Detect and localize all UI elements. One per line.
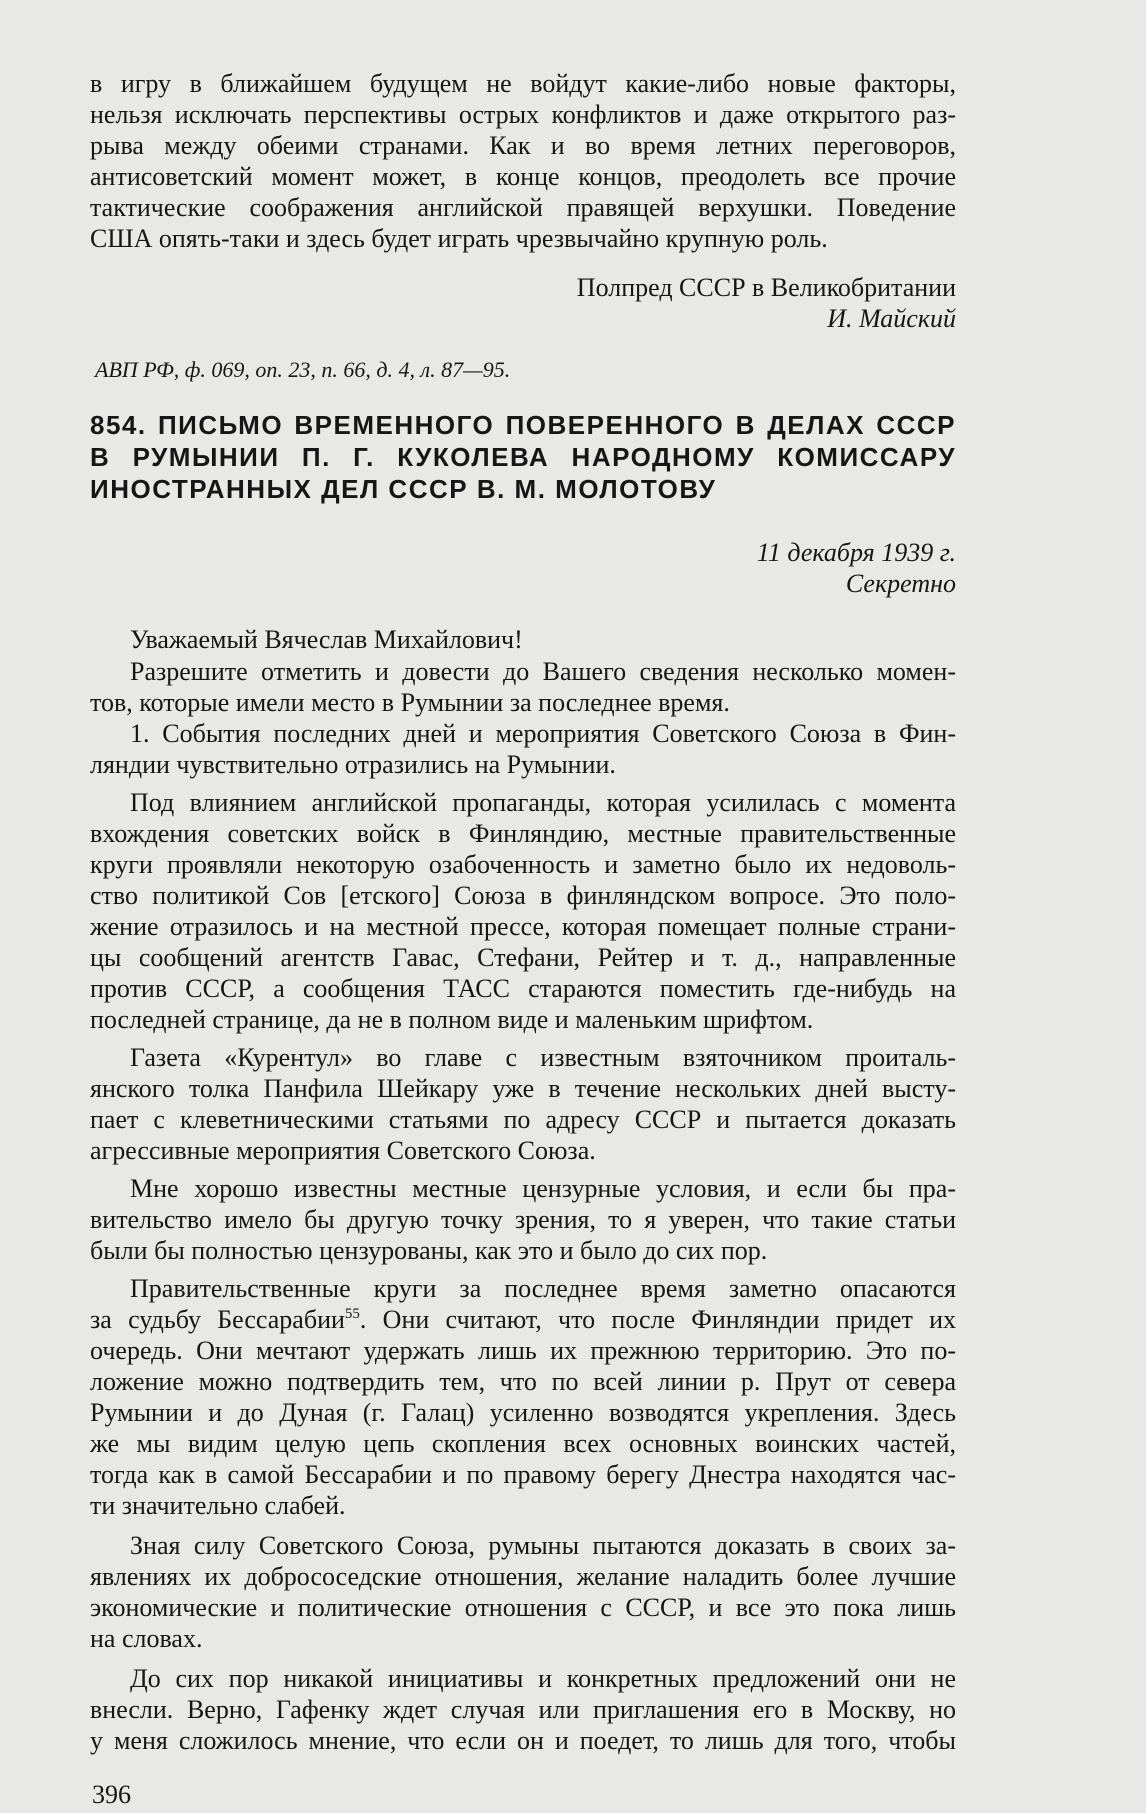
text-line: цы сообщений агентств Гавас, Стефани, Рейтер и т. д., направленные xyxy=(90,943,956,972)
text-segment: за судьбу Бессарабии xyxy=(90,1305,345,1334)
text-line: пает с клеветническими статьями по адресу СССР и пытается доказать xyxy=(90,1105,956,1134)
text-line: у меня сложилось мнение, что если он и поедет, то лишь для того, чтобы xyxy=(90,1726,956,1755)
text-line: тогда как в самой Бессарабии и по правому берегу Днестра находятся час- xyxy=(90,1460,956,1489)
text-line: были бы полностью цензурованы, как это и было до сих пор. xyxy=(90,1236,768,1265)
document-date: 11 декабря 1939 г. xyxy=(756,538,956,567)
previous-document-ending xyxy=(90,68,956,254)
salutation: Уважаемый Вячеслав Михайлович! xyxy=(130,625,523,654)
document-dateline xyxy=(90,537,956,599)
text-line: антисоветский момент может, в конце концов, преодолеть все прочие xyxy=(90,162,956,191)
paragraph xyxy=(90,1273,956,1521)
text-line: же мы видим целую цепь скопления всех основных воинских частей, xyxy=(90,1429,956,1458)
text-line xyxy=(90,1304,956,1335)
text-line: Румынии и до Дуная (г. Галац) усиленно возводятся укрепления. Здесь xyxy=(90,1398,956,1427)
text-line: очередь. Они мечтают удержать лишь их прежнюю территорию. Это по- xyxy=(90,1336,956,1365)
paragraph xyxy=(90,718,956,780)
text-line: круги проявляли некоторую озабоченность и заметно было их недоволь- xyxy=(90,850,956,879)
text-line: Под влиянием английской пропаганды, которая усилилась с момента xyxy=(130,788,956,817)
text-line: 1. События последних дней и мероприятия Советского Союза в Фин- xyxy=(130,719,956,748)
text-segment: . Они считают, что после Финляндии придет их xyxy=(359,1305,956,1334)
text-line: последней странице, да не в полном виде и маленьким шрифтом. xyxy=(90,1005,814,1034)
text-line: Зная силу Советского Союза, румыны пытаются доказать в своих за- xyxy=(130,1531,956,1560)
text-line: США опять-таки и здесь будет играть чрезвычайно крупную роль. xyxy=(90,224,828,253)
letter-paragraphs xyxy=(90,656,956,1756)
text-line: жение отразилось и на местной прессе, которая помещает полные страни- xyxy=(90,912,956,941)
text-line: тов, которые имели место в Румынии за последнее время. xyxy=(90,688,730,717)
text-line: вхождения советских войск в Финляндию, местные правительственные xyxy=(90,819,956,848)
text-line: янского толка Панфила Шейкару уже в течение нескольких дней высту- xyxy=(90,1074,956,1103)
text-line: вительство имело бы другую точку зрения, то я уверен, что такие статьи xyxy=(90,1205,956,1234)
paragraph xyxy=(90,787,956,1035)
text-line: ти значительно слабей. xyxy=(90,1491,346,1520)
paragraph xyxy=(90,1530,956,1654)
signature-name: И. Майский xyxy=(827,304,956,333)
text-line: рыва между обеими странами. Как и во время летних переговоров, xyxy=(90,131,956,160)
archive-reference: АВП РФ, ф. 069, оп. 23, п. 66, д. 4, л. 87—95. xyxy=(95,357,511,382)
document-heading xyxy=(90,409,956,505)
paragraph xyxy=(90,656,956,718)
text-line: явлениях их добрососедские отношения, желание наладить более лучшие xyxy=(90,1562,956,1591)
text-line: на словах. xyxy=(90,1624,203,1653)
footnote-reference: 55 xyxy=(344,1306,360,1322)
text-line: экономические и политические отношения с СССР, и все это пока лишь xyxy=(90,1593,956,1622)
text-line: в игру в ближайшем будущем не войдут какие-либо новые факторы, xyxy=(90,69,956,98)
text-line: Разрешите отметить и довести до Вашего сведения несколько момен- xyxy=(130,657,956,686)
text-line: Мне хорошо известны местные цензурные условия, и если бы пра- xyxy=(130,1174,956,1203)
paragraph xyxy=(90,1042,956,1166)
text-line: против СССР, а сообщения ТАСС стараются поместить где-нибудь на xyxy=(90,974,956,1003)
paragraph xyxy=(90,1173,956,1266)
text-line: агрессивные мероприятия Советского Союза. xyxy=(90,1136,596,1165)
text-line: ство политикой Сов [етского] Союза в финляндском вопросе. Это поло- xyxy=(90,881,956,910)
classification-label: Секретно xyxy=(845,569,956,598)
text-line: внесли. Верно, Гафенку ждет случая или приглашения его в Москву, но xyxy=(90,1695,956,1724)
signature-block xyxy=(90,272,956,334)
text-line: Газета «Курентул» во главе с известным взяточником проиталь- xyxy=(130,1043,956,1072)
text-line: нельзя исключать перспективы острых конфликтов и даже открытого раз- xyxy=(90,100,956,129)
signature-position: Полпред СССР в Великобритании xyxy=(576,273,956,302)
paragraph xyxy=(90,1663,956,1756)
heading-line: В РУМЫНИИ П. Г. КУКОЛЕВА НАРОДНОМУ КОМИССАРУ xyxy=(90,442,956,472)
text-line: Правительственные круги за последнее время заметно опасаются xyxy=(130,1274,956,1303)
page-number: 396 xyxy=(92,1780,131,1809)
text-line: ложение можно подтвердить тем, что по всей линии р. Прут от севера xyxy=(90,1367,956,1396)
text-line: тактические соображения английской правящей верхушки. Поведение xyxy=(90,193,956,222)
letter-body xyxy=(90,624,956,1756)
text-line: ляндии чувствительно отразились на Румынии. xyxy=(90,750,616,779)
heading-line: ИНОСТРАННЫХ ДЕЛ СССР В. М. МОЛОТОВУ xyxy=(90,474,717,504)
heading-line: 854. ПИСЬМО ВРЕМЕННОГО ПОВЕРЕННОГО В ДЕЛАХ СССР xyxy=(90,410,956,440)
text-line: До сих пор никакой инициативы и конкретных предложений они не xyxy=(130,1664,956,1693)
